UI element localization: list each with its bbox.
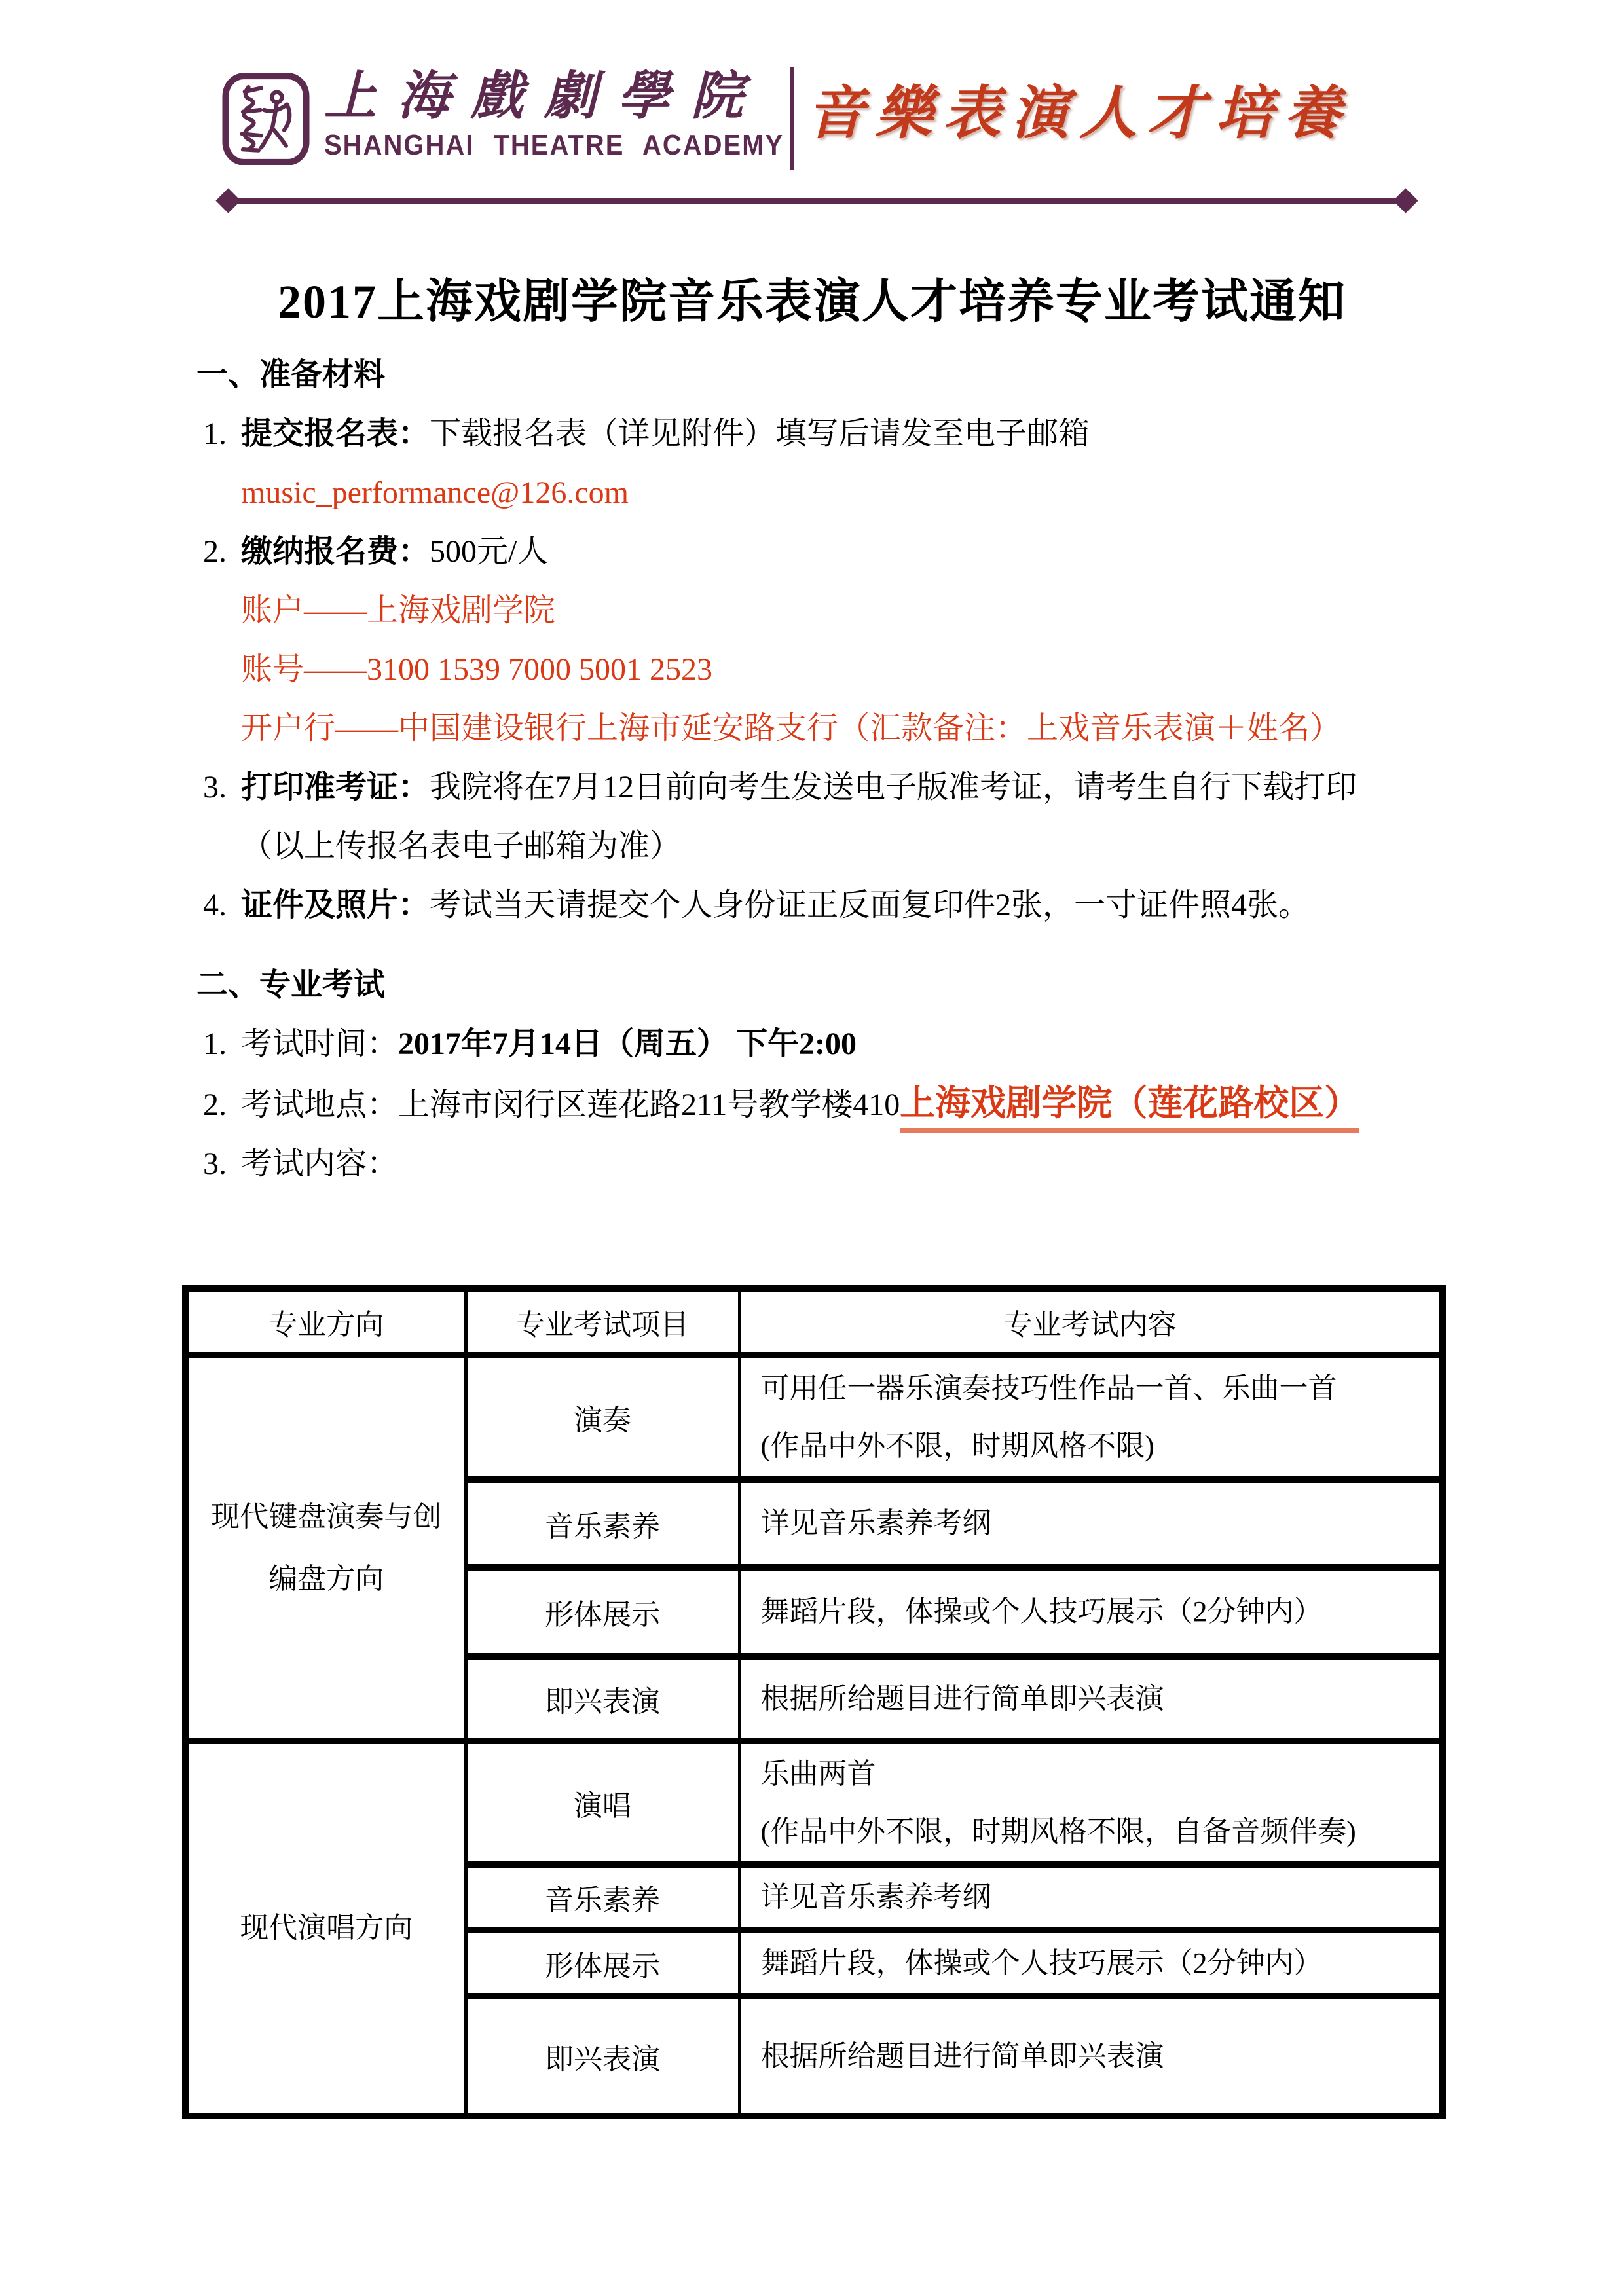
exam-content-cell: 可用任一器乐演奏技巧性作品一首、乐曲一首 (作品中外不限，时期风格不限) <box>739 1355 1443 1480</box>
list-item <box>203 1015 1428 1074</box>
exam-item-cell: 即兴表演 <box>466 1996 739 2116</box>
diamond-icon <box>215 188 240 213</box>
rule-line <box>229 198 1405 204</box>
item-number: 1. <box>203 416 227 451</box>
logo-text <box>324 65 784 161</box>
item-note: （以上传报名表电子邮箱为准） <box>241 829 682 864</box>
bank-branch: 开户行——中国建设银行上海市延安路支行（汇款备注：上戏音乐表演＋姓名） <box>241 711 1342 746</box>
item-text: 下载报名表（详见附件）填写后请发至电子邮箱 <box>430 416 1090 451</box>
exam-campus-highlight: 上海戏剧学院（莲花路校区） <box>900 1084 1359 1133</box>
exam-content-cell: 根据所给题目进行简单即兴表演 <box>739 1656 1443 1741</box>
item-number: 3. <box>203 770 227 805</box>
table-header-row <box>185 1288 1443 1355</box>
item-label: 打印准考证： <box>241 770 430 805</box>
decorative-rule <box>219 192 1414 210</box>
section-2-heading: 二、专业考试 <box>196 968 386 1002</box>
list-item <box>203 876 1428 935</box>
academy-en-name: SHANGHAI THEATRE ACADEMY <box>324 130 784 161</box>
list-item <box>203 758 1428 817</box>
list-item <box>203 405 1428 464</box>
exam-content-cell: 乐曲两首 (作品中外不限，时期风格不限，自备音频伴奏) <box>739 1741 1443 1865</box>
exam-content-cell: 详见音乐素养考纲 <box>739 1865 1443 1930</box>
exam-content-cell: 舞蹈片段，体操或个人技巧展示（2分钟内） <box>739 1930 1443 1996</box>
header-content: 专业考试内容 <box>739 1288 1443 1355</box>
page-title: 2017上海戏剧学院音乐表演人才培养专业考试通知 <box>277 276 1346 328</box>
bank-account-number: 账号——3100 1539 7000 5001 2523 <box>241 652 713 687</box>
exam-item-cell: 即兴表演 <box>466 1656 739 1741</box>
bank-account-name: 账户——上海戏剧学院 <box>241 593 556 628</box>
item-number: 2. <box>203 534 227 569</box>
item-text: 考试当天请提交个人身份证正反面复印件2张，一寸证件照4张。 <box>430 888 1310 922</box>
header-direction: 专业方向 <box>185 1288 466 1355</box>
exam-item-cell: 演奏 <box>466 1355 739 1480</box>
exam-item-cell: 演唱 <box>466 1741 739 1865</box>
direction-cell: 现代键盘演奏与创 编盘方向 <box>185 1355 466 1741</box>
item-number: 4. <box>203 888 227 922</box>
item-text: 500元/人 <box>430 534 549 569</box>
item-label: 提交报名表： <box>241 416 430 451</box>
item-label: 考试地点： <box>241 1087 399 1122</box>
exam-address: 上海市闵行区莲花路211号教学楼410 <box>398 1087 900 1122</box>
item-text: 我院将在7月12日前向考生发送电子版准考证，请考生自行下载打印 <box>430 770 1357 805</box>
exam-item-cell: 形体展示 <box>466 1567 739 1656</box>
list-item <box>203 1135 1428 1194</box>
exam-item-cell: 音乐素养 <box>466 1480 739 1567</box>
header-item: 专业考试项目 <box>466 1288 739 1355</box>
item-number: 3. <box>203 1146 227 1181</box>
section-1-heading: 一、准备材料 <box>196 357 386 392</box>
exam-content-table <box>182 1285 1446 2119</box>
email-address: music_performance@126.com <box>241 475 629 510</box>
item-label: 考试时间： <box>241 1027 399 1061</box>
list-item <box>203 522 1428 581</box>
letterhead <box>219 65 1414 210</box>
list-item <box>203 1074 1428 1135</box>
table-row <box>185 1741 1443 1865</box>
exam-time: 2017年7月14日（周五） 下午2:00 <box>398 1027 857 1061</box>
exam-content-cell: 详见音乐素养考纲 <box>739 1480 1443 1567</box>
academy-cn-name: 上海戲劇學院 <box>324 68 764 126</box>
diamond-icon <box>1393 188 1418 213</box>
item-label: 考试内容： <box>241 1146 399 1181</box>
item-number: 2. <box>203 1087 227 1122</box>
item-label: 缴纳报名费： <box>241 534 430 569</box>
academy-seal-icon <box>219 73 312 165</box>
item-number: 1. <box>203 1027 227 1061</box>
logo-row <box>219 65 1414 173</box>
table-row <box>185 1355 1443 1480</box>
direction-cell: 现代演唱方向 <box>185 1741 466 2116</box>
logo-divider <box>790 67 794 170</box>
exam-item-cell: 音乐素养 <box>466 1865 739 1930</box>
exam-item-cell: 形体展示 <box>466 1930 739 1996</box>
program-calligraphy: 音樂表演人才培養 <box>807 82 1352 146</box>
exam-content-cell: 根据所给题目进行简单即兴表演 <box>739 1996 1443 2116</box>
exam-content-cell: 舞蹈片段，体操或个人技巧展示（2分钟内） <box>739 1567 1443 1656</box>
item-label: 证件及照片： <box>241 888 430 922</box>
